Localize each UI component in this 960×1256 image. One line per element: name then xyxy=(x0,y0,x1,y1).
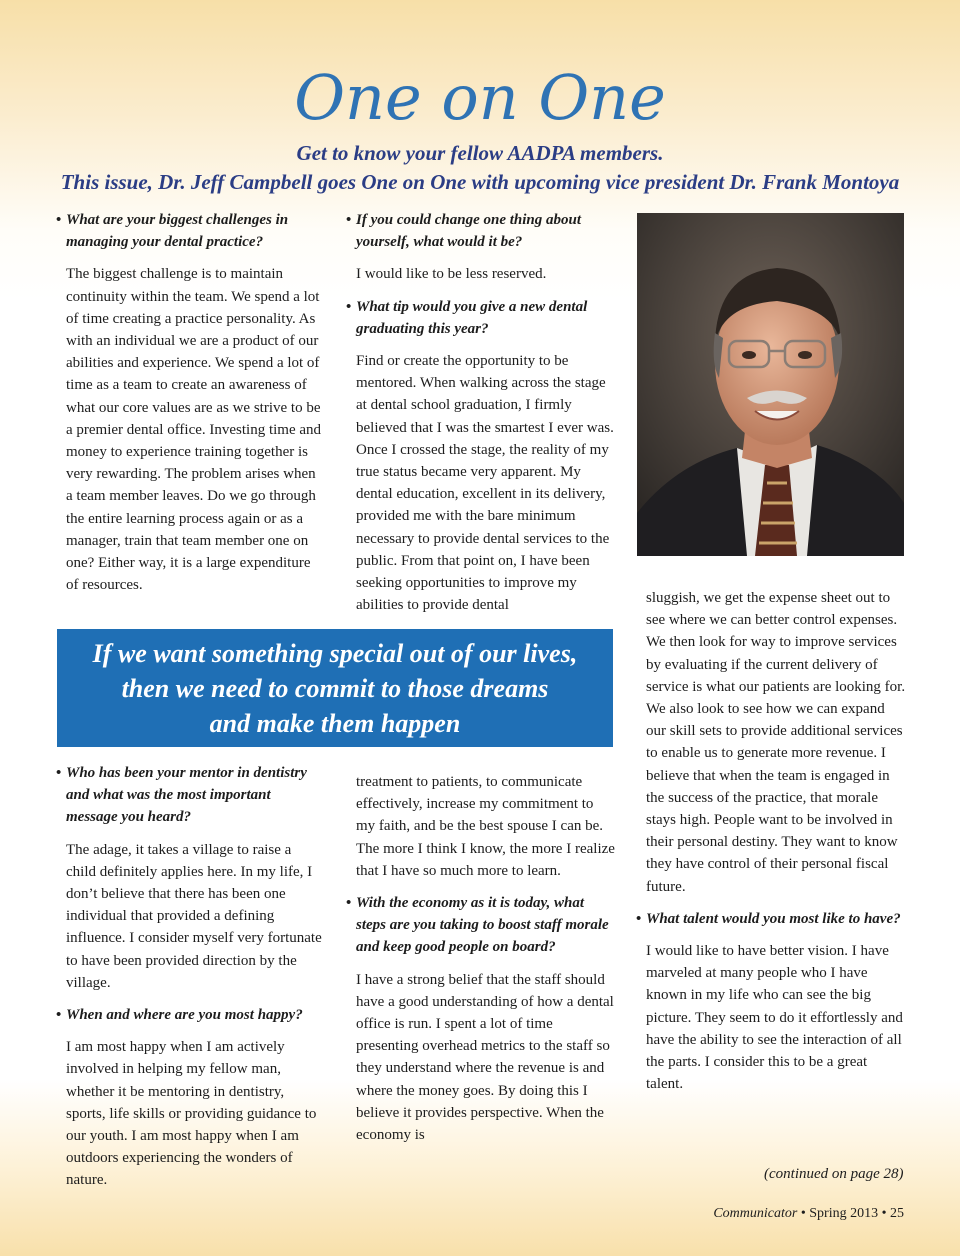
question-most-happy: • When and where are you most happy? xyxy=(66,1004,322,1026)
pull-quote-line-2: then we need to commit to those dreams xyxy=(121,673,549,703)
answer-talent: I would like to have better vision. I have marveled at many people who I have known in my life who can see the big picture. They seem to do it effortlessly and have the ability to see the interaction of all the parts. I consider this to be a great talent. xyxy=(646,943,903,1093)
question-change-yourself: • If you could change one thing about yourself, what would it be? xyxy=(356,209,616,253)
answer-change-yourself: I would like to be less reserved. xyxy=(356,266,547,283)
column-1-bottom xyxy=(56,762,322,1202)
answer-tip-graduates-continued: treatment to patients, to communicate effectively, increase my commitment to my faith, and be the best spouse I can be. The more I think I know, the more I realize that I have so much more to learn. xyxy=(356,774,615,879)
answer-mentor: The adage, it takes a village to raise a child definitely applies here. In my life, I don’t believe that there has been one individual that provided a defining influence. I consider myself very fortunate to have been provided direction by the village. xyxy=(66,841,322,991)
question-challenges: • What are your biggest challenges in managing your dental practice? xyxy=(66,209,322,253)
column-2-top xyxy=(346,209,616,626)
question-talent: • What talent would you most like to have? xyxy=(646,908,906,930)
answer-challenges: The biggest challenge is to maintain continuity within the team. We spend a lot of time creating a practice personality. As with an individual we are a product of our abilities and experience. We spend a lot of time as a team to create an awareness of what our core values are as we strive to be a premier dental office. Investing time and money to experience training together is very rewarding. The problem arises when a team member leaves. Do we go through the entire learning process again or as a manager, train that team member one on one? Either way, it is a large expenditure of resources. xyxy=(66,266,322,594)
answer-economy-continued: sluggish, we get the expense sheet out to see where we can better control expenses. We then look for way to improve services by evaluating if the current delivery of service is what our patients are looking for. We also look to see how we can expand our skill sets to provide additional services to enable us to generate more revenue. I believe that when the team is engaged in the success of the practice, that morale stays high. People want to be involved in their personal destiny. They want to know they have control of their personal fiscal future. xyxy=(646,590,906,895)
portrait-photo xyxy=(637,213,904,556)
portrait-illustration xyxy=(637,213,904,556)
question-mentor: • Who has been your mentor in dentistry and what was the most important message you heard? xyxy=(66,762,322,829)
pull-quote-line-1: If we want something special out of our lives, xyxy=(92,638,578,668)
pull-quote-line-3: and make them happen xyxy=(209,708,461,738)
column-3 xyxy=(636,587,906,1105)
answer-most-happy: I am most happy when I am actively involved in helping my fellow man, whether it be mentoring in dentistry, sports, life skills or providing guidance to our youth. I am most happy when I am outdoors experiencing the wonders of nature. xyxy=(66,1039,317,1189)
subtitle-interview: This issue, Dr. Jeff Campbell goes One on One with upcoming vice president Dr. Frank Montoya xyxy=(60,170,900,194)
subtitle-intro: Get to know your fellow AADPA members. xyxy=(296,141,664,165)
pull-quote xyxy=(57,629,613,747)
footer-separator-1: • xyxy=(800,1206,806,1221)
page-number: 25 xyxy=(890,1206,904,1221)
question-tip-graduates: • What tip would you give a new dental graduating this year? xyxy=(356,296,616,340)
question-economy: • With the economy as it is today, what steps are you taking to boost staff morale and keep good people on board? xyxy=(356,892,616,959)
continued-note: (continued on page 28) xyxy=(764,1166,904,1182)
page-title: One on One xyxy=(294,61,666,134)
answer-economy: I have a strong belief that the staff should have a good understanding of how a dental office is run. I spent a lot of time presenting overhead metrics to the staff so they understand where the revenue is and where the money goes. By doing this I believe it provides perspective. When the economy is xyxy=(356,971,614,1144)
page-footer xyxy=(713,1206,904,1222)
column-1-top xyxy=(56,209,322,606)
footer-separator-2: • xyxy=(881,1206,887,1221)
magazine-name: Communicator xyxy=(713,1206,798,1221)
issue-date: Spring 2013 xyxy=(809,1206,879,1221)
column-2-bottom xyxy=(346,771,616,1156)
answer-tip-graduates: Find or create the opportunity to be mentored. When walking across the stage at dental school graduation, I firmly believed that I was the smartest I ever was. Once I crossed the stage, the reality of my true status became very apparent. My dental education, excellent in its delivery, provided me with the bare minimum necessary to provide dental services to the public. From that point on, I have been seeking opportunities to improve my abilities to provide dental xyxy=(356,353,614,614)
